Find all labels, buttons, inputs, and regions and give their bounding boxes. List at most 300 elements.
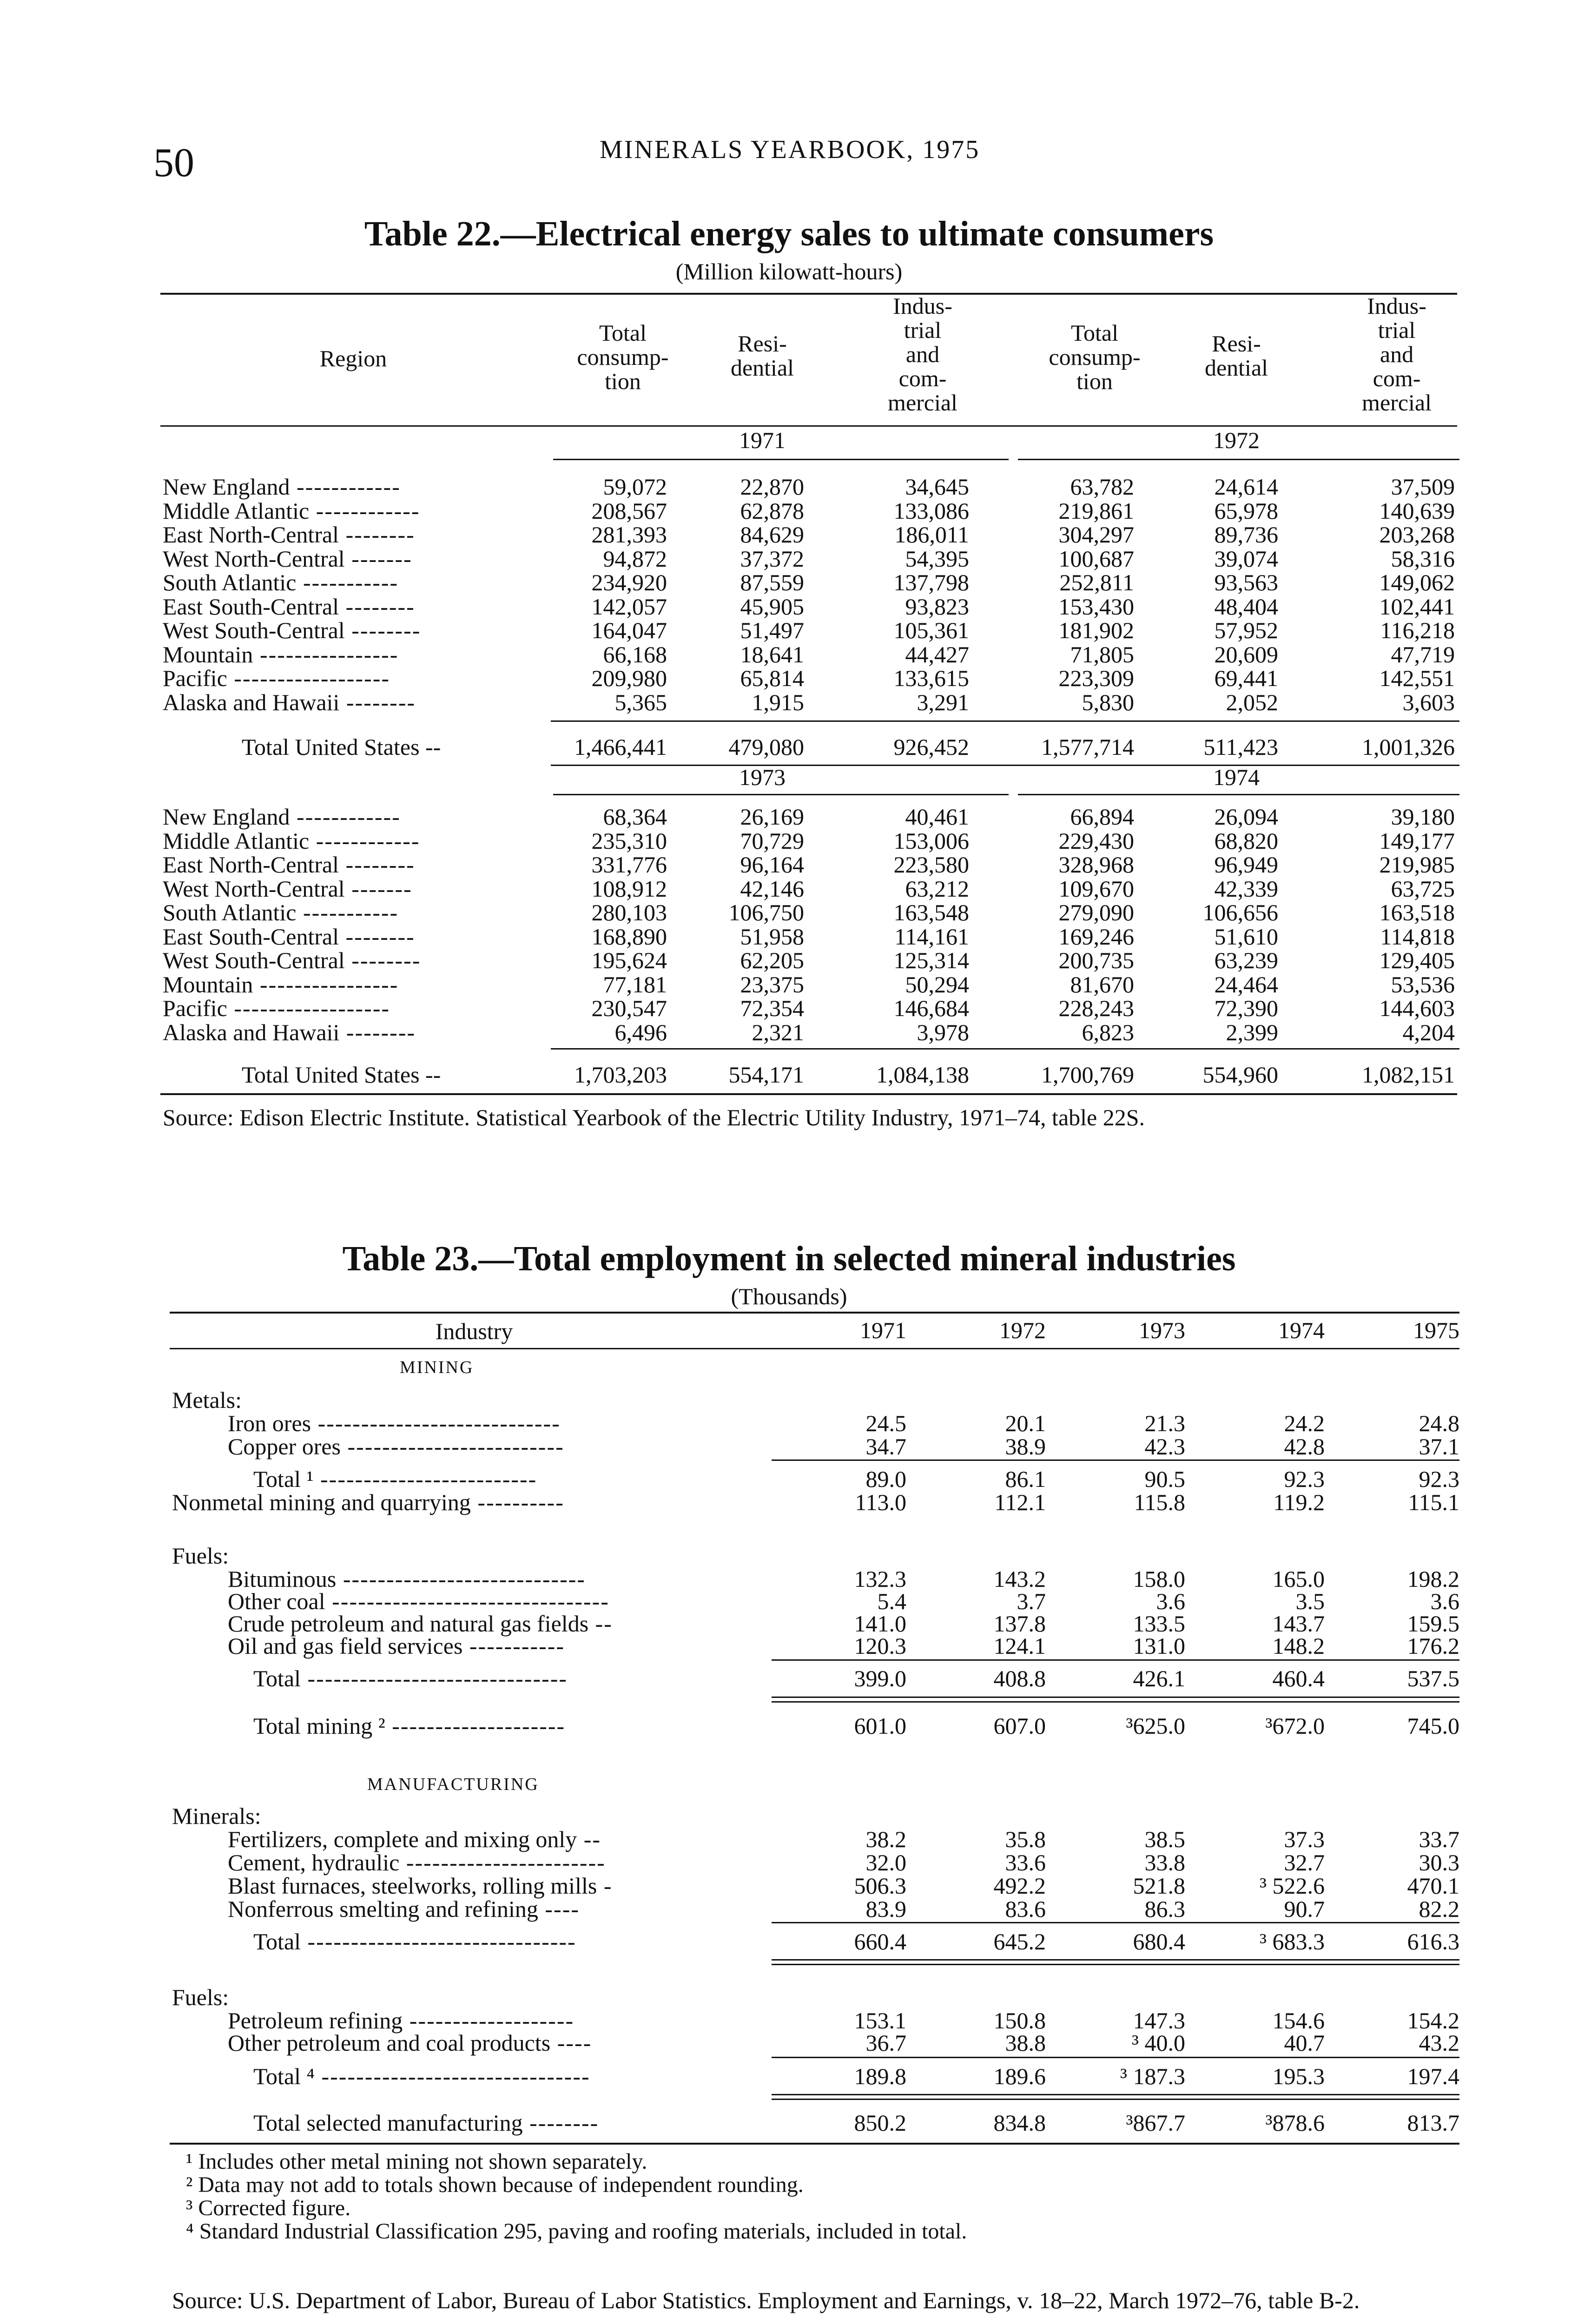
table-cell: 198.2	[1407, 1566, 1459, 1592]
table-cell: 39,074	[1214, 545, 1278, 572]
region-label: Pacific ------------------	[163, 665, 390, 691]
table-cell: 186,011	[894, 522, 969, 548]
table-cell: 492.2	[993, 1873, 1046, 1899]
year-header: 1973	[1139, 1317, 1185, 1343]
table-cell: 176.2	[1407, 1633, 1459, 1659]
leader-dots: --------	[344, 947, 421, 973]
page-number: 50	[153, 140, 194, 185]
table23-subtitle: (Thousands)	[731, 1283, 847, 1309]
table-cell: 147.3	[1133, 2007, 1185, 2034]
col-total-header-line: tion	[605, 368, 641, 394]
table-cell: 84,629	[740, 522, 804, 548]
col-industrial-header-line: Indus-	[1367, 293, 1426, 319]
table-cell: 18,641	[740, 641, 804, 667]
region-label: Middle Atlantic ------------	[163, 827, 420, 854]
table-cell: 601.0	[854, 1713, 906, 1739]
region-label: Mountain ----------------	[163, 971, 399, 997]
table-cell: 163,518	[1379, 899, 1455, 925]
table-cell: 38.5	[1144, 1826, 1185, 1852]
table-cell: 2,052	[1226, 689, 1278, 715]
table-cell: 72,390	[1214, 995, 1278, 1021]
table-cell: 77,181	[603, 971, 667, 997]
table-cell: 219,861	[1058, 497, 1134, 524]
table-cell: ³ 187.3	[1120, 2063, 1185, 2089]
table-cell: 66,168	[603, 641, 667, 667]
table-cell: 39,180	[1391, 804, 1455, 830]
leader-dots: -	[597, 1873, 613, 1899]
table-cell: 102,441	[1379, 593, 1455, 620]
table-cell: 33.8	[1144, 1849, 1185, 1875]
col-residential-header-line: Resi-	[1212, 330, 1261, 357]
table-cell: 30.3	[1419, 1849, 1459, 1875]
table-cell: 24.5	[865, 1410, 906, 1436]
leader-dots: ------------------	[227, 665, 390, 691]
table-cell: 189.8	[854, 2063, 906, 2089]
table-cell: 506.3	[854, 1873, 906, 1899]
row-label: Total selected manufacturing --------	[253, 2110, 599, 2136]
table-cell: 645.2	[993, 1928, 1046, 1954]
table-cell: 3.7	[1017, 1588, 1046, 1614]
year-span-rule	[1018, 794, 1459, 795]
table-cell: 195.3	[1272, 2063, 1325, 2089]
table-cell: 70,729	[740, 827, 804, 854]
table-cell: 24.8	[1419, 1410, 1459, 1436]
row-label: Oil and gas field services -----------	[228, 1633, 565, 1659]
leader-dots: --	[577, 1826, 601, 1852]
leader-dots: -----------	[296, 569, 399, 595]
table-cell: 33.6	[1005, 1849, 1046, 1875]
footnote: ² Data may not add to totals shown because of independent rounding.	[186, 2172, 804, 2197]
table22-source: Source: Edison Electric Institute. Statistical Yearbook of the Electric Utility Industry, 1971–74, table 22S.	[163, 1104, 1145, 1130]
table-cell: 37,509	[1391, 474, 1455, 500]
total-cell: 1,082,151	[1362, 1062, 1455, 1088]
table-cell: 86.1	[1005, 1466, 1046, 1492]
leader-dots: --------	[339, 923, 415, 950]
table-cell: 22,870	[740, 474, 804, 500]
table-cell: 125,314	[893, 947, 969, 973]
col-industrial-header-line: trial	[1378, 317, 1416, 343]
table-cell: 304,297	[1058, 522, 1134, 548]
table-cell: 37.1	[1419, 1433, 1459, 1459]
leader-dots: ------------	[290, 804, 401, 830]
table-cell: 50,294	[905, 971, 969, 997]
leader-dots: -------------------	[403, 2007, 574, 2034]
total-rule	[551, 720, 1459, 722]
table-cell: 142,057	[591, 593, 667, 620]
table-cell: 521.8	[1133, 1873, 1185, 1899]
table-cell: 51,497	[740, 617, 804, 643]
region-label: West North-Central -------	[163, 545, 412, 572]
col-residential-header-line: dential	[1204, 355, 1268, 381]
row-label: Total ------------------------------	[253, 1665, 568, 1691]
col-industrial-header-line: and	[905, 341, 940, 367]
table-cell: 89.0	[865, 1466, 906, 1492]
table-cell: 63,239	[1214, 947, 1278, 973]
table-cell: 1,915	[752, 689, 804, 715]
col-total-header-line: consump-	[577, 344, 669, 370]
row-label: Fuels:	[172, 1984, 229, 2010]
table-cell: 33.7	[1419, 1826, 1459, 1852]
table-cell: 106,656	[1202, 899, 1278, 925]
row-label: Minerals:	[172, 1803, 261, 1829]
table-cell: 813.7	[1407, 2110, 1459, 2136]
table-cell: 331,776	[591, 852, 667, 878]
sum-rule	[772, 1922, 1459, 1923]
table-cell: 23,375	[740, 971, 804, 997]
table-cell: 142,551	[1379, 665, 1455, 691]
table-cell: 148.2	[1272, 1633, 1325, 1659]
table-cell: 63,725	[1391, 875, 1455, 902]
table-cell: 399.0	[854, 1665, 906, 1691]
table-cell: 113.0	[855, 1489, 906, 1515]
table-cell: 68,820	[1214, 827, 1278, 854]
leader-dots: -----------	[462, 1633, 565, 1659]
table-cell: 6,496	[614, 1019, 667, 1045]
table-cell: 143.2	[993, 1566, 1046, 1592]
table-cell: 38.9	[1005, 1433, 1046, 1459]
total-cell: 926,452	[893, 734, 969, 760]
leader-dots: -----------------------	[399, 1849, 606, 1875]
table-cell: ³ 40.0	[1132, 2030, 1185, 2056]
table-cell: 96,949	[1214, 852, 1278, 878]
leader-dots: -------------------------------	[301, 1928, 576, 1954]
year-header: 1975	[1413, 1317, 1459, 1343]
table-cell: 281,393	[591, 522, 667, 548]
table22-top-rule	[160, 293, 1457, 295]
leader-dots: --------	[339, 689, 416, 715]
row-label: Cement, hydraulic -----------------------	[228, 1849, 606, 1875]
table-cell: 834.8	[993, 2110, 1046, 2136]
table-cell: 154.6	[1272, 2007, 1325, 2034]
row-label: Petroleum refining -------------------	[228, 2007, 574, 2034]
table-cell: 63,782	[1070, 474, 1134, 500]
total-cell: 554,960	[1202, 1062, 1278, 1088]
year-label: 1974	[1213, 764, 1260, 790]
leader-dots: --	[588, 1611, 613, 1637]
table23-header-rule	[170, 1348, 1459, 1349]
table-cell: 164,047	[591, 617, 667, 643]
table-cell: 660.4	[854, 1928, 906, 1954]
total-cell: 1,577,714	[1041, 734, 1134, 760]
region-label: Middle Atlantic ------------	[163, 497, 420, 524]
leader-dots: ----	[538, 1896, 580, 1922]
table-cell: 169,246	[1058, 923, 1134, 950]
leader-dots: ------------	[309, 497, 420, 524]
leader-dots: --------	[522, 2110, 599, 2136]
table-cell: 42.3	[1144, 1433, 1185, 1459]
table-cell: 83.9	[865, 1896, 906, 1922]
leader-dots: ------------------------------	[301, 1665, 568, 1691]
table-cell: 3,291	[917, 689, 969, 715]
sum-rule	[772, 1959, 1459, 1961]
total-cell: 1,001,326	[1362, 734, 1455, 760]
table-cell: 68,364	[603, 804, 667, 830]
table-cell: 43.2	[1419, 2030, 1459, 2056]
table-cell: 209,980	[591, 665, 667, 691]
table-cell: 140,639	[1379, 497, 1455, 524]
table-cell: 6,823	[1082, 1019, 1134, 1045]
table-cell: 59,072	[603, 474, 667, 500]
table-cell: ³ 522.6	[1260, 1873, 1325, 1899]
table-cell: 2,399	[1226, 1019, 1278, 1045]
table-cell: 3.6	[1430, 1588, 1459, 1614]
region-label: New England ------------	[163, 474, 401, 500]
table-cell: 26,169	[740, 804, 804, 830]
year-span-rule	[1018, 459, 1459, 460]
table-cell: 745.0	[1407, 1713, 1459, 1739]
table-cell: 279,090	[1058, 899, 1134, 925]
leader-dots: -------	[344, 545, 412, 572]
table-cell: 228,243	[1058, 995, 1134, 1021]
total-cell: 1,703,203	[574, 1062, 667, 1088]
col-industrial-header-line: com-	[898, 365, 947, 391]
leader-dots: --------	[339, 1019, 416, 1045]
year-header: 1974	[1278, 1317, 1325, 1343]
table-cell: 62,205	[740, 947, 804, 973]
region-label: West North-Central -------	[163, 875, 412, 902]
table-cell: 83.6	[1005, 1896, 1046, 1922]
table-cell: 229,430	[1058, 827, 1134, 854]
table-cell: 21.3	[1144, 1410, 1185, 1436]
table-cell: 37.3	[1284, 1826, 1325, 1852]
table-cell: 153.1	[854, 2007, 906, 2034]
table-cell: 460.4	[1272, 1665, 1325, 1691]
footnote: ³ Corrected figure.	[186, 2196, 351, 2220]
table-cell: 120.3	[854, 1633, 906, 1659]
region-label: South Atlantic -----------	[163, 569, 399, 595]
row-label: Bituminous ----------------------------	[228, 1566, 586, 1592]
table-cell: 195,624	[591, 947, 667, 973]
table-cell: 158.0	[1133, 1566, 1185, 1592]
table-cell: 24,464	[1214, 971, 1278, 997]
table-cell: 87,559	[740, 569, 804, 595]
table-cell: 62,878	[740, 497, 804, 524]
table-cell: 54,395	[905, 545, 969, 572]
region-label: Alaska and Hawaii --------	[163, 1019, 416, 1045]
footnote: ¹ Includes other metal mining not shown separately.	[186, 2149, 647, 2174]
region-label: East North-Central --------	[163, 852, 415, 878]
table-cell: 159.5	[1407, 1611, 1459, 1637]
table-cell: 143.7	[1272, 1611, 1325, 1637]
row-label: Other coal --------------------------------	[228, 1588, 609, 1614]
table-cell: 230,547	[591, 995, 667, 1021]
table-cell: 133.5	[1133, 1611, 1185, 1637]
table-cell: 3.6	[1156, 1588, 1185, 1614]
leader-dots: -----------	[296, 899, 399, 925]
table-cell: 24,614	[1214, 474, 1278, 500]
row-label: Metals:	[172, 1387, 242, 1413]
table-cell: 197.4	[1407, 2063, 1459, 2089]
table-cell: 133,086	[893, 497, 969, 524]
leader-dots: --------	[339, 593, 415, 620]
total-cell: 479,080	[728, 734, 804, 760]
leader-dots: --------	[339, 522, 415, 548]
region-label: South Atlantic -----------	[163, 899, 399, 925]
row-label: Total ⁴ -------------------------------	[253, 2063, 590, 2089]
region-label: Pacific ------------------	[163, 995, 390, 1021]
table-cell: 133,615	[893, 665, 969, 691]
section-mining: MINING	[400, 1358, 474, 1377]
table-cell: 65,978	[1214, 497, 1278, 524]
region-label: East South-Central --------	[163, 923, 415, 950]
table-cell: 82.2	[1419, 1896, 1459, 1922]
table-cell: 48,404	[1214, 593, 1278, 620]
table-cell: 3,603	[1402, 689, 1455, 715]
sum-rule	[772, 2099, 1459, 2100]
row-label: Total ¹ -------------------------	[253, 1466, 537, 1492]
table-cell: 426.1	[1133, 1665, 1185, 1691]
table-cell: ³867.7	[1126, 2110, 1185, 2136]
leader-dots: ----------------	[253, 641, 399, 667]
table-cell: 105,361	[893, 617, 969, 643]
table-cell: ³878.6	[1265, 2110, 1325, 2136]
footnote: ⁴ Standard Industrial Classification 295, paving and roofing materials, included in total.	[186, 2219, 967, 2244]
leader-dots: ----------------------------	[311, 1410, 561, 1436]
table-cell: 219,985	[1379, 852, 1455, 878]
table-cell: 57,952	[1214, 617, 1278, 643]
region-label: East South-Central --------	[163, 593, 415, 620]
table-cell: 93,563	[1214, 569, 1278, 595]
table-cell: 153,006	[893, 827, 969, 854]
table-cell: 200,735	[1058, 947, 1134, 973]
leader-dots: -------------------------------	[314, 2063, 590, 2089]
table-cell: 470.1	[1407, 1873, 1459, 1899]
table-cell: 119.2	[1273, 1489, 1325, 1515]
col-industrial-header-line: mercial	[1362, 390, 1432, 416]
row-label: Copper ores -------------------------	[228, 1433, 564, 1459]
col-residential-header-line: dential	[730, 355, 794, 381]
year-label: 1971	[739, 427, 786, 453]
table-cell: 189.6	[993, 2063, 1046, 2089]
sum-rule	[772, 2094, 1459, 2095]
table22-bottom-rule	[160, 1093, 1457, 1095]
table-cell: 96,164	[740, 852, 804, 878]
table-cell: 42,146	[740, 875, 804, 902]
col-industry-header: Industry	[435, 1318, 513, 1344]
table-cell: 280,103	[591, 899, 667, 925]
table-cell: 5,830	[1082, 689, 1134, 715]
table-cell: 3.5	[1295, 1588, 1325, 1614]
col-industrial-header-line: and	[1380, 341, 1414, 367]
region-label: Alaska and Hawaii --------	[163, 689, 416, 715]
table23-top-rule	[170, 1312, 1459, 1314]
leader-dots: --------	[344, 617, 421, 643]
table-cell: 328,968	[1058, 852, 1134, 878]
table-cell: ³672.0	[1265, 1713, 1325, 1739]
row-label: Fertilizers, complete and mixing only --	[228, 1826, 601, 1852]
table-cell: 607.0	[993, 1713, 1046, 1739]
table-cell: 149,177	[1379, 827, 1455, 854]
table-cell: 24.2	[1284, 1410, 1325, 1436]
leader-dots: --------------------------------	[325, 1588, 609, 1614]
table-cell: 5,365	[614, 689, 667, 715]
sum-rule	[772, 1459, 1459, 1461]
year-label: 1972	[1213, 427, 1260, 453]
leader-dots: --------	[339, 852, 415, 878]
region-label: East North-Central --------	[163, 522, 415, 548]
table-cell: 165.0	[1272, 1566, 1325, 1592]
leader-dots: -------------------------	[313, 1466, 537, 1492]
total-rule	[551, 1048, 1459, 1050]
total-cell: 1,084,138	[876, 1062, 969, 1088]
table-cell: 114,818	[1380, 923, 1455, 950]
table22-title: Table 22.—Electrical energy sales to ultimate consumers	[364, 214, 1214, 253]
table-cell: 20.1	[1005, 1410, 1046, 1436]
table-cell: 5.4	[877, 1588, 906, 1614]
table-cell: 71,805	[1070, 641, 1134, 667]
table-cell: 72,354	[740, 995, 804, 1021]
leader-dots: ------------	[309, 827, 420, 854]
table-cell: 124.1	[993, 1633, 1046, 1659]
table-cell: 35.8	[1005, 1826, 1046, 1852]
table-cell: 168,890	[591, 923, 667, 950]
table-cell: 116,218	[1380, 617, 1455, 643]
year-header: 1972	[999, 1317, 1046, 1343]
row-label: Nonferrous smelting and refining ----	[228, 1896, 580, 1922]
year-span-rule	[553, 794, 1009, 795]
table-cell: 234,920	[591, 569, 667, 595]
block-rule	[551, 765, 1459, 766]
table-cell: 90.5	[1144, 1466, 1185, 1492]
table-cell: 850.2	[854, 2110, 906, 2136]
region-label: Mountain ----------------	[163, 641, 399, 667]
col-industrial-header-line: com-	[1373, 365, 1421, 391]
table-cell: 223,309	[1058, 665, 1134, 691]
table-cell: 203,268	[1379, 522, 1455, 548]
table-cell: 51,610	[1214, 923, 1278, 950]
region-label: New England ------------	[163, 804, 401, 830]
total-cell: 511,423	[1203, 734, 1278, 760]
table-cell: 36.7	[865, 2030, 906, 2056]
table-cell: 537.5	[1407, 1665, 1459, 1691]
table-cell: 66,894	[1070, 804, 1134, 830]
total-cell: 1,466,441	[574, 734, 667, 760]
table-cell: 154.2	[1407, 2007, 1459, 2034]
year-header: 1971	[860, 1317, 906, 1343]
col-total-header-line: Total	[1070, 320, 1119, 346]
sum-rule	[772, 1701, 1459, 1703]
table-cell: 45,905	[740, 593, 804, 620]
table-cell: 144,603	[1379, 995, 1455, 1021]
table-cell: 112.1	[994, 1489, 1046, 1515]
table-cell: 181,902	[1058, 617, 1134, 643]
table-cell: 114,161	[894, 923, 969, 950]
table-cell: 92.3	[1419, 1466, 1459, 1492]
table-cell: 100,687	[1058, 545, 1134, 572]
table23-bottom-rule	[170, 2143, 1459, 2145]
table-cell: 106,750	[728, 899, 804, 925]
table23-source: Source: U.S. Department of Labor, Bureau of Labor Statistics. Employment and Earnings, v. 18–22, March 1972–76, table B-2.	[172, 2287, 1360, 2313]
table-cell: 153,430	[1058, 593, 1134, 620]
total-united-states-label: Total United States --	[242, 1062, 441, 1088]
table-cell: 32.0	[865, 1849, 906, 1875]
section-manufacturing: MANUFACTURING	[367, 1775, 539, 1794]
table-cell: 163,548	[893, 899, 969, 925]
table-cell: 89,736	[1214, 522, 1278, 548]
table-cell: 137,798	[893, 569, 969, 595]
table-cell: 34,645	[905, 474, 969, 500]
table-cell: 93,823	[905, 593, 969, 620]
table-cell: ³625.0	[1126, 1713, 1185, 1739]
table-cell: 223,580	[893, 852, 969, 878]
table-cell: 131.0	[1133, 1633, 1185, 1659]
table-cell: 42.8	[1284, 1433, 1325, 1459]
table-cell: 208,567	[591, 497, 667, 524]
table-cell: 86.3	[1144, 1896, 1185, 1922]
col-industrial-header-line: Indus-	[893, 293, 952, 319]
table-cell: 63,212	[905, 875, 969, 902]
leader-dots: ----------	[470, 1489, 564, 1515]
